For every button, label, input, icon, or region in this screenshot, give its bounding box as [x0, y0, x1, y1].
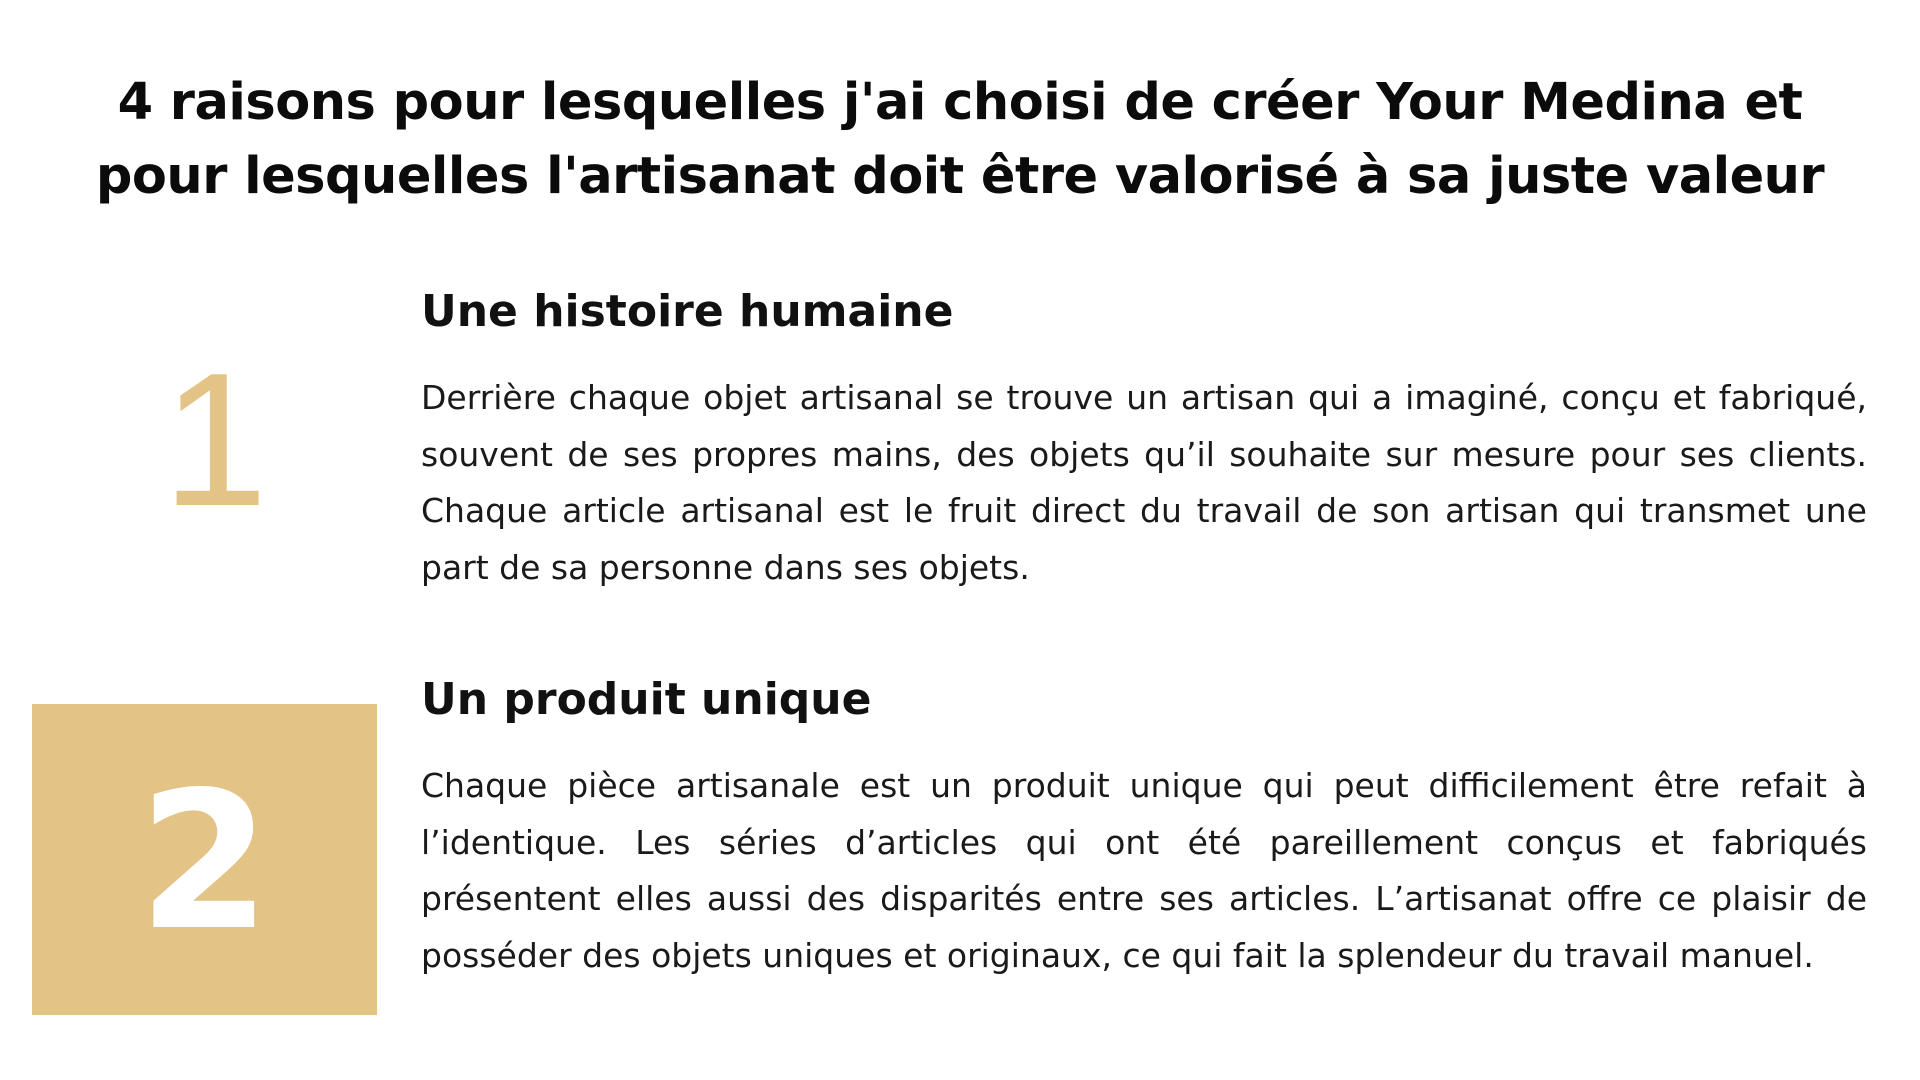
section-body-2: Chaque pièce artisanale est un produit unique qui peut difficilement être refait à l’identique. Les séries d’articles qui ont été pareillement conçus et fabriqués présentent elles aussi des disparités entre ses articles. L’artisanat offre ce plaisir de posséder des objets uniques et originaux, ce qui fait la splendeur du travail manuel. — [421, 766, 1867, 975]
page-title: 4 raisons pour lesquelles j'ai choisi de créer Your Medina et pour lesquelles l'artisanat doit être valorisé à sa juste valeur — [95, 73, 1825, 206]
section-number-2: 2 — [138, 751, 271, 972]
section-number-1: 1 — [162, 334, 268, 546]
section-number-2-box — [32, 704, 377, 1015]
section-body-1: Derrière chaque objet artisanal se trouve un artisan qui a imaginé, conçu et fabriqué, souvent de ses propres mains, des objets qu’il souhaite sur mesure pour ses clients. Chaque article artisanal est le fruit direct du travail de son artisan qui transmet une part de sa personne dans ses objets. — [421, 378, 1867, 587]
section-heading-1: Une histoire humaine — [421, 286, 954, 337]
section-heading-2: Un produit unique — [421, 674, 872, 725]
